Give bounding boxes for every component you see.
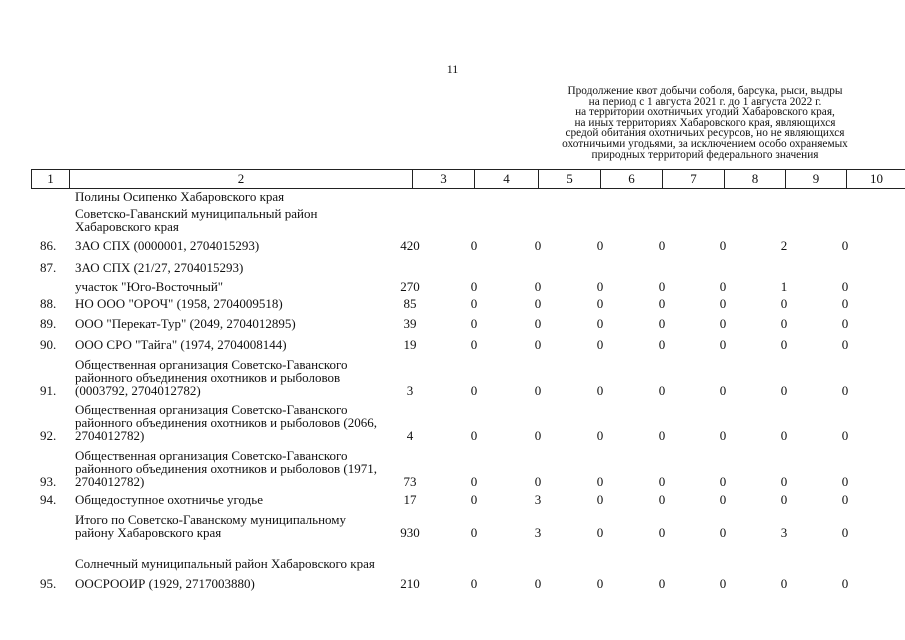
row-value-col9: 0 bbox=[780, 383, 788, 398]
row-name: ЗАО СПХ (21/27, 2704015293) bbox=[75, 260, 244, 275]
row-value-col7: 0 bbox=[658, 296, 666, 311]
row-value-col4: 0 bbox=[470, 474, 478, 489]
row-value-col10: 0 bbox=[841, 474, 849, 489]
row-value-col7: 0 bbox=[658, 576, 666, 591]
row-name: Общественная организация Советско-Гаванского районного объединения охотников и рыболовов (0003792, 2704012782) bbox=[75, 357, 348, 398]
row-value-col10: 0 bbox=[841, 428, 849, 443]
row-value-col3: 210 bbox=[400, 576, 420, 591]
header-cell-9: 9 bbox=[785, 169, 846, 189]
row-name: Общественная организация Советско-Гаванского районного объединения охотников и рыболовов (2066, 2704012782) bbox=[75, 402, 377, 443]
row-value-col5: 0 bbox=[534, 238, 542, 253]
row-number: 93. bbox=[40, 474, 57, 489]
row-number: 94. bbox=[40, 492, 57, 507]
row-value-col8: 0 bbox=[719, 474, 727, 489]
row-value-col4: 0 bbox=[470, 337, 478, 352]
row-value-col7: 0 bbox=[658, 383, 666, 398]
row-value-col10: 0 bbox=[841, 525, 849, 540]
row-value-col9: 0 bbox=[780, 474, 788, 489]
row-value-col6: 0 bbox=[596, 474, 604, 489]
row-value-col6: 0 bbox=[596, 525, 604, 540]
row-value-col9: 1 bbox=[780, 279, 788, 294]
row-value-col6: 0 bbox=[596, 279, 604, 294]
row-name: Советско-Гаванский муниципальный район Хабаровского края bbox=[75, 206, 318, 234]
row-number: 86. bbox=[40, 238, 57, 253]
row-value-col5: 0 bbox=[534, 296, 542, 311]
row-value-col8: 0 bbox=[719, 383, 727, 398]
row-value-col3: 19 bbox=[403, 337, 417, 352]
row-value-col3: 930 bbox=[400, 525, 420, 540]
row-value-col4: 0 bbox=[470, 316, 478, 331]
row-value-col10: 0 bbox=[841, 492, 849, 507]
header-cell-3: 3 bbox=[412, 169, 474, 189]
row-value-col8: 0 bbox=[719, 296, 727, 311]
row-value-col6: 0 bbox=[596, 383, 604, 398]
row-value-col9: 0 bbox=[780, 337, 788, 352]
row-value-col8: 0 bbox=[719, 428, 727, 443]
row-number: 91. bbox=[40, 383, 57, 398]
row-value-col9: 0 bbox=[780, 576, 788, 591]
row-value-col4: 0 bbox=[470, 238, 478, 253]
row-value-col3: 270 bbox=[400, 279, 420, 294]
caption-line: Продолжение квот добычи соболя, барсука, рыси, выдры bbox=[567, 85, 843, 97]
row-value-col9: 0 bbox=[780, 428, 788, 443]
row-value-col3: 3 bbox=[406, 383, 414, 398]
row-name: ЗАО СПХ (0000001, 2704015293) bbox=[75, 238, 260, 253]
row-value-col5: 0 bbox=[534, 474, 542, 489]
row-value-col8: 0 bbox=[719, 238, 727, 253]
row-value-col8: 0 bbox=[719, 337, 727, 352]
caption-line: природных территорий федерального значения bbox=[591, 148, 819, 161]
row-value-col4: 0 bbox=[470, 428, 478, 443]
row-value-col5: 0 bbox=[534, 337, 542, 352]
row-value-col9: 0 bbox=[780, 296, 788, 311]
row-name: Итого по Советско-Гаванскому муниципальному району Хабаровского края bbox=[75, 512, 347, 540]
row-value-col7: 0 bbox=[658, 428, 666, 443]
row-value-col10: 0 bbox=[841, 576, 849, 591]
caption-line: охотничьими угодьями, за исключением особо охраняемых bbox=[562, 137, 848, 150]
row-number: 95. bbox=[40, 576, 57, 591]
row-value-col10: 0 bbox=[841, 279, 849, 294]
row-value-col7: 0 bbox=[658, 316, 666, 331]
header-cell-6: 6 bbox=[600, 169, 662, 189]
row-value-col10: 0 bbox=[841, 238, 849, 253]
row-name: ООСРООИР (1929, 2717003880) bbox=[75, 576, 255, 591]
caption-line: средой обитания охотничьих ресурсов, но не являющихся bbox=[565, 127, 845, 140]
row-name: Общественная организация Советско-Гаванского районного объединения охотников и рыболовов (1971, 2704012782) bbox=[75, 448, 377, 489]
row-value-col4: 0 bbox=[470, 279, 478, 294]
row-value-col8: 0 bbox=[719, 576, 727, 591]
row-name: Солнечный муниципальный район Хабаровского края bbox=[75, 556, 375, 571]
row-value-col3: 85 bbox=[403, 296, 417, 311]
row-value-col10: 0 bbox=[841, 296, 849, 311]
row-value-col5: 3 bbox=[534, 492, 542, 507]
row-value-col3: 4 bbox=[406, 428, 414, 443]
row-value-col5: 0 bbox=[534, 316, 542, 331]
row-value-col3: 420 bbox=[400, 238, 420, 253]
header-cell-10: 10 bbox=[846, 169, 905, 189]
row-value-col8: 0 bbox=[719, 316, 727, 331]
row-value-col6: 0 bbox=[596, 428, 604, 443]
row-value-col10: 0 bbox=[841, 383, 849, 398]
row-name: Полины Осипенко Хабаровского края bbox=[75, 189, 285, 204]
header-cell-4: 4 bbox=[474, 169, 538, 189]
row-value-col7: 0 bbox=[658, 337, 666, 352]
row-value-col5: 0 bbox=[534, 383, 542, 398]
row-value-col7: 0 bbox=[658, 279, 666, 294]
row-value-col9: 2 bbox=[780, 238, 788, 253]
row-name: ООО "Перекат-Тур" (2049, 2704012895) bbox=[75, 316, 296, 331]
row-value-col10: 0 bbox=[841, 316, 849, 331]
row-value-col5: 0 bbox=[534, 576, 542, 591]
row-value-col9: 0 bbox=[780, 316, 788, 331]
row-value-col4: 0 bbox=[470, 576, 478, 591]
row-value-col6: 0 bbox=[596, 337, 604, 352]
row-value-col5: 0 bbox=[534, 428, 542, 443]
page-number: 11 bbox=[446, 62, 459, 76]
row-value-col6: 0 bbox=[596, 296, 604, 311]
caption-line: на иных территориях Хабаровского края, являющихся bbox=[574, 116, 836, 129]
row-value-col6: 0 bbox=[596, 492, 604, 507]
row-number: 87. bbox=[40, 260, 57, 275]
row-value-col8: 0 bbox=[719, 525, 727, 540]
row-name: Общедоступное охотничье угодье bbox=[75, 492, 263, 507]
row-value-col3: 39 bbox=[403, 316, 417, 331]
header-cell-1: 1 bbox=[31, 169, 69, 189]
row-value-col6: 0 bbox=[596, 238, 604, 253]
header-cell-7: 7 bbox=[662, 169, 724, 189]
row-value-col5: 0 bbox=[534, 279, 542, 294]
header-cell-5: 5 bbox=[538, 169, 600, 189]
header-cell-8: 8 bbox=[724, 169, 785, 189]
row-value-col4: 0 bbox=[470, 296, 478, 311]
row-value-col7: 0 bbox=[658, 238, 666, 253]
row-value-col7: 0 bbox=[658, 525, 666, 540]
caption-line: на территории охотничьих угодий Хабаровского края, bbox=[575, 106, 835, 119]
row-value-col4: 0 bbox=[470, 492, 478, 507]
row-number: 90. bbox=[40, 337, 57, 352]
row-value-col3: 17 bbox=[403, 492, 417, 507]
row-name: ООО СРО "Тайга" (1974, 2704008144) bbox=[75, 337, 287, 352]
row-value-col9: 0 bbox=[780, 492, 788, 507]
row-value-col4: 0 bbox=[470, 383, 478, 398]
row-value-col5: 3 bbox=[534, 525, 542, 540]
row-number: 89. bbox=[40, 316, 57, 331]
row-value-col3: 73 bbox=[403, 474, 417, 489]
row-number: 92. bbox=[40, 428, 57, 443]
row-value-col7: 0 bbox=[658, 492, 666, 507]
row-value-col7: 0 bbox=[658, 474, 666, 489]
row-value-col6: 0 bbox=[596, 316, 604, 331]
header-cell-2: 2 bbox=[69, 169, 412, 189]
row-name: НО ООО "ОРОЧ" (1958, 2704009518) bbox=[75, 296, 283, 311]
row-value-col9: 3 bbox=[780, 525, 788, 540]
caption-line: на период с 1 августа 2021 г. до 1 августа 2022 г. bbox=[588, 95, 822, 108]
row-value-col8: 0 bbox=[719, 492, 727, 507]
row-value-col8: 0 bbox=[719, 279, 727, 294]
row-value-col6: 0 bbox=[596, 576, 604, 591]
row-value-col10: 0 bbox=[841, 337, 849, 352]
row-value-col4: 0 bbox=[470, 525, 478, 540]
row-name: участок "Юго-Восточный" bbox=[75, 279, 224, 294]
row-number: 88. bbox=[40, 296, 57, 311]
